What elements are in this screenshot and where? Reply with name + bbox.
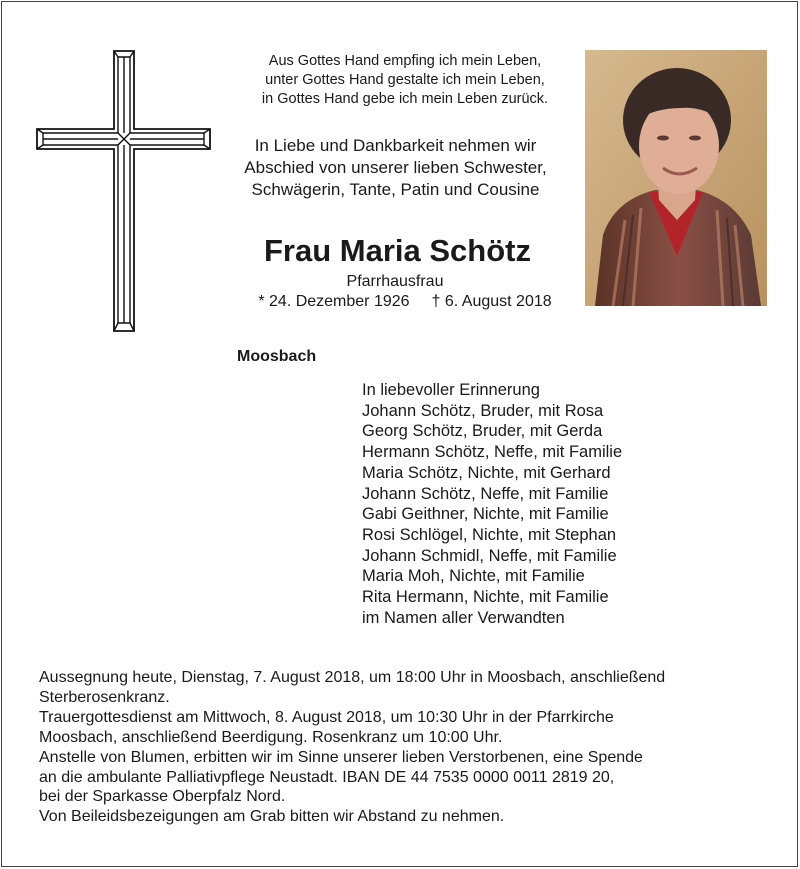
- mourners-heading: In liebevoller Erinnerung: [362, 381, 540, 399]
- mourner-entry: Georg Schötz, Bruder, mit Gerda: [362, 422, 603, 441]
- deceased-name: Frau Maria Schötz: [264, 233, 531, 268]
- birth-date: * 24. Dezember 1926: [258, 293, 410, 310]
- mourner-entry: Johann Schötz, Neffe, mit Familie: [362, 484, 609, 503]
- place-name: Moosbach: [237, 348, 317, 365]
- life-dates: [235, 292, 575, 312]
- mourner-entry: Rosi Schlögel, Nichte, mit Stephan: [362, 525, 617, 544]
- intro-line: Abschied von unserer lieben Schwester,: [244, 158, 547, 177]
- mourners-closing: im Namen aller Verwandten: [362, 608, 565, 627]
- service-details: [39, 668, 769, 827]
- mourners-list: [362, 380, 622, 628]
- deceased-occupation: Pfarrhausfrau: [346, 273, 444, 290]
- mourner-entry: Rita Hermann, Nichte, mit Familie: [362, 588, 609, 607]
- intro-line: In Liebe und Dankbarkeit nehmen wir: [254, 136, 537, 155]
- bible-verse: [240, 52, 570, 109]
- mourner-entry: Maria Moh, Nichte, mit Familie: [362, 567, 585, 586]
- mourner-entry: Gabi Geithner, Nichte, mit Familie: [362, 505, 609, 524]
- notice-line: Von Beileidsbezeigungen am Grab bitten wir Abstand zu nehmen.: [39, 808, 505, 826]
- intro-line: Schwägerin, Tante, Patin und Cousine: [251, 180, 540, 199]
- notice-line: Aussegnung heute, Dienstag, 7. August 2018, um 18:00 Uhr in Moosbach, anschließend: [39, 669, 666, 686]
- mourner-entry: Hermann Schötz, Neffe, mit Familie: [362, 443, 623, 462]
- death-date: † 6. August 2018: [431, 293, 552, 310]
- verse-line: in Gottes Hand gebe ich mein Leben zurück.: [261, 91, 549, 107]
- mourner-entry: Maria Schötz, Nichte, mit Gerhard: [362, 463, 611, 482]
- notice-line: Moosbach, anschließend Beerdigung. Rosenkranz um 10:00 Uhr.: [39, 728, 503, 746]
- notice-line: an die ambulante Palliativpflege Neustadt. IBAN DE 44 7535 0000 0011 2819 20,: [39, 768, 615, 786]
- mourner-entry: Johann Schötz, Bruder, mit Rosa: [362, 401, 604, 420]
- farewell-intro: [218, 135, 573, 201]
- verse-line: unter Gottes Hand gestalte ich mein Leben,: [265, 72, 545, 88]
- notice-line: bei der Sparkasse Oberpfalz Nord.: [39, 788, 286, 806]
- mourner-entry: Johann Schmidl, Neffe, mit Familie: [362, 546, 617, 565]
- notice-line: Anstelle von Blumen, erbitten wir im Sinne unserer lieben Verstorbenen, eine Spende: [39, 748, 643, 766]
- portrait-photo: [585, 50, 767, 306]
- verse-line: Aus Gottes Hand empfing ich mein Leben,: [268, 53, 542, 69]
- notice-line: Sterberosenkranz.: [39, 688, 170, 706]
- notice-line: Trauergottesdienst am Mittwoch, 8. August 2018, um 10:30 Uhr in der Pfarrkirche: [39, 708, 614, 726]
- cross-icon: [36, 50, 212, 337]
